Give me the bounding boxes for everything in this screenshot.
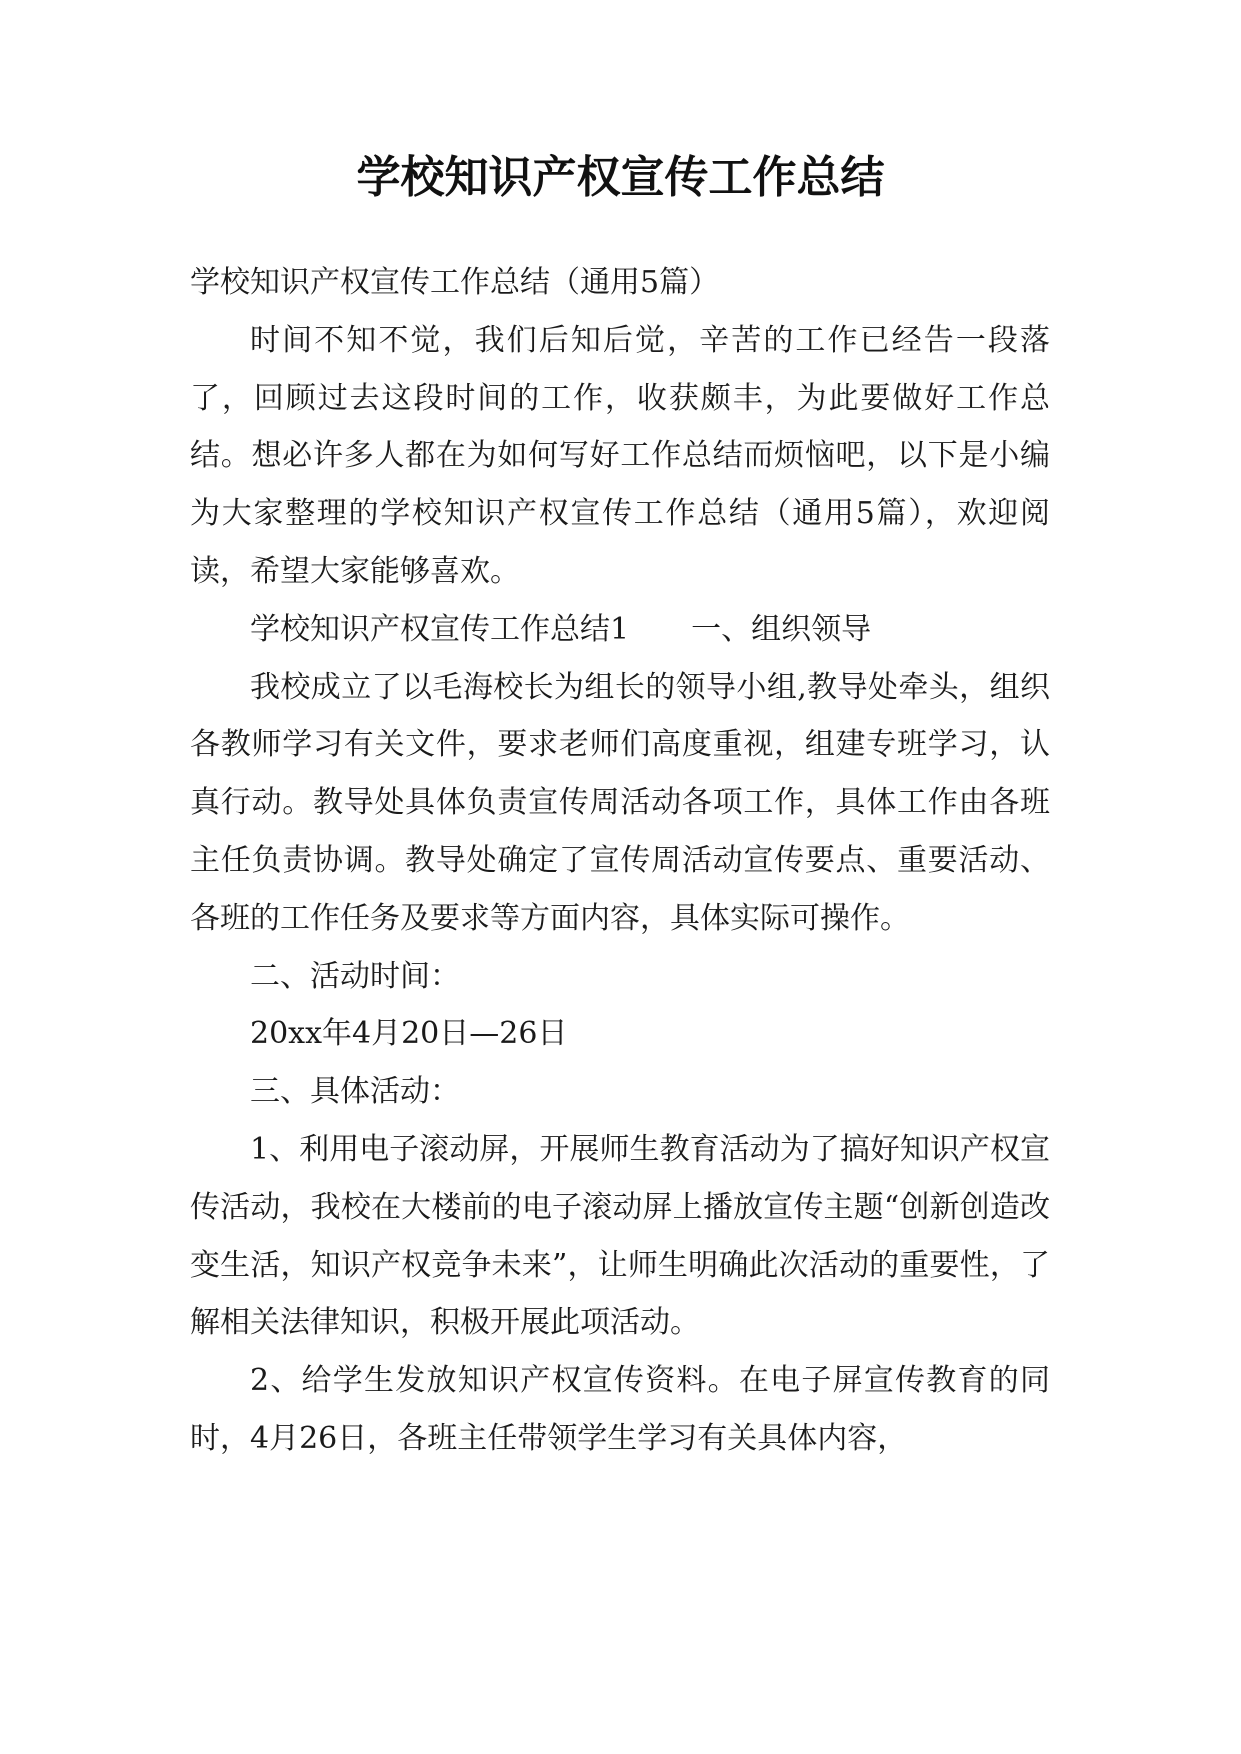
section-heading-line xyxy=(190,601,1050,659)
document-body xyxy=(190,254,1050,1468)
activity-time-value: 20xx年4月20日—26日 xyxy=(250,1016,568,1052)
document-title: 学校知识产权宣传工作总结 xyxy=(356,152,885,203)
activity-item-2: 2、给学生发放知识产权宣传资料。在电子屏宣传教育的同时，4月26日，各班主任带领学生学习有关具体内容， xyxy=(190,1363,1050,1456)
activities-heading: 三、具体活动： xyxy=(250,1074,460,1110)
section1-heading: 学校知识产权宣传工作总结1 xyxy=(250,611,630,647)
intro-paragraph: 时间不知不觉，我们后知后觉，辛苦的工作已经告一段落了，回顾过去这段时间的工作，收获颇丰，为此要做好工作总结。想必许多人都在为如何写好工作总结而烦恼吧，以下是小编为大家整理的学校知识产权宣传工作总结（通用5篇），欢迎阅读，希望大家能够喜欢。 xyxy=(190,322,1050,589)
activity-item-1: 1、利用电子滚动屏，开展师生教育活动为了搞好知识产权宣传活动，我校在大楼前的电子滚动屏上播放宣传主题“创新创造改变生活，知识产权竞争未来”，让师生明确此次活动的重要性，了解相关法律知识，积极开展此项活动。 xyxy=(190,1131,1050,1341)
section1-subheading: 一、组织领导 xyxy=(691,611,872,647)
organization-paragraph: 我校成立了以毛海校长为组长的领导小组,教导处牵头，组织各教师学习有关文件，要求老师们高度重视，组建专班学习，认真行动。教导处具体负责宣传周活动各项工作，具体工作由各班主任负责协调。教导处确定了宣传周活动宣传要点、重要活动、各班的工作任务及要求等方面内容，具体实际可操作。 xyxy=(190,669,1050,936)
activity-time-heading: 二、活动时间： xyxy=(250,958,460,994)
document-subtitle: 学校知识产权宣传工作总结（通用5篇） xyxy=(190,265,720,300)
